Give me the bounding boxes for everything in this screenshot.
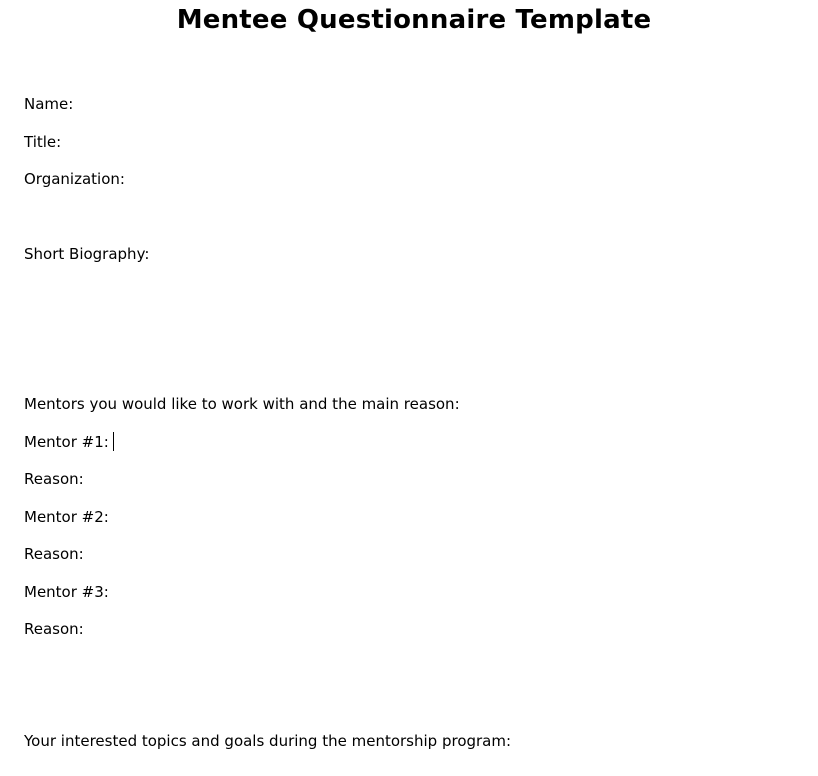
reason-2-label: Reason: bbox=[24, 545, 84, 563]
mentor-3-label: Mentor #3: bbox=[24, 583, 109, 601]
mentors-intro-label: Mentors you would like to work with and the main reason: bbox=[24, 395, 460, 413]
reason-3-label: Reason: bbox=[24, 620, 84, 638]
mentor-2-label: Mentor #2: bbox=[24, 508, 109, 526]
name-label: Name: bbox=[24, 95, 74, 113]
short-biography-label: Short Biography: bbox=[24, 245, 150, 263]
organization-label: Organization: bbox=[24, 170, 125, 188]
document-title: Mentee Questionnaire Template bbox=[176, 5, 652, 35]
topics-goals-label: Your interested topics and goals during the mentorship program: bbox=[24, 732, 512, 750]
mentor-1-label: Mentor #1: bbox=[24, 433, 109, 451]
reason-1-label: Reason: bbox=[24, 470, 84, 488]
text-cursor bbox=[113, 432, 114, 451]
title-label: Title: bbox=[24, 133, 62, 151]
mentor-1-line[interactable] bbox=[24, 432, 114, 452]
